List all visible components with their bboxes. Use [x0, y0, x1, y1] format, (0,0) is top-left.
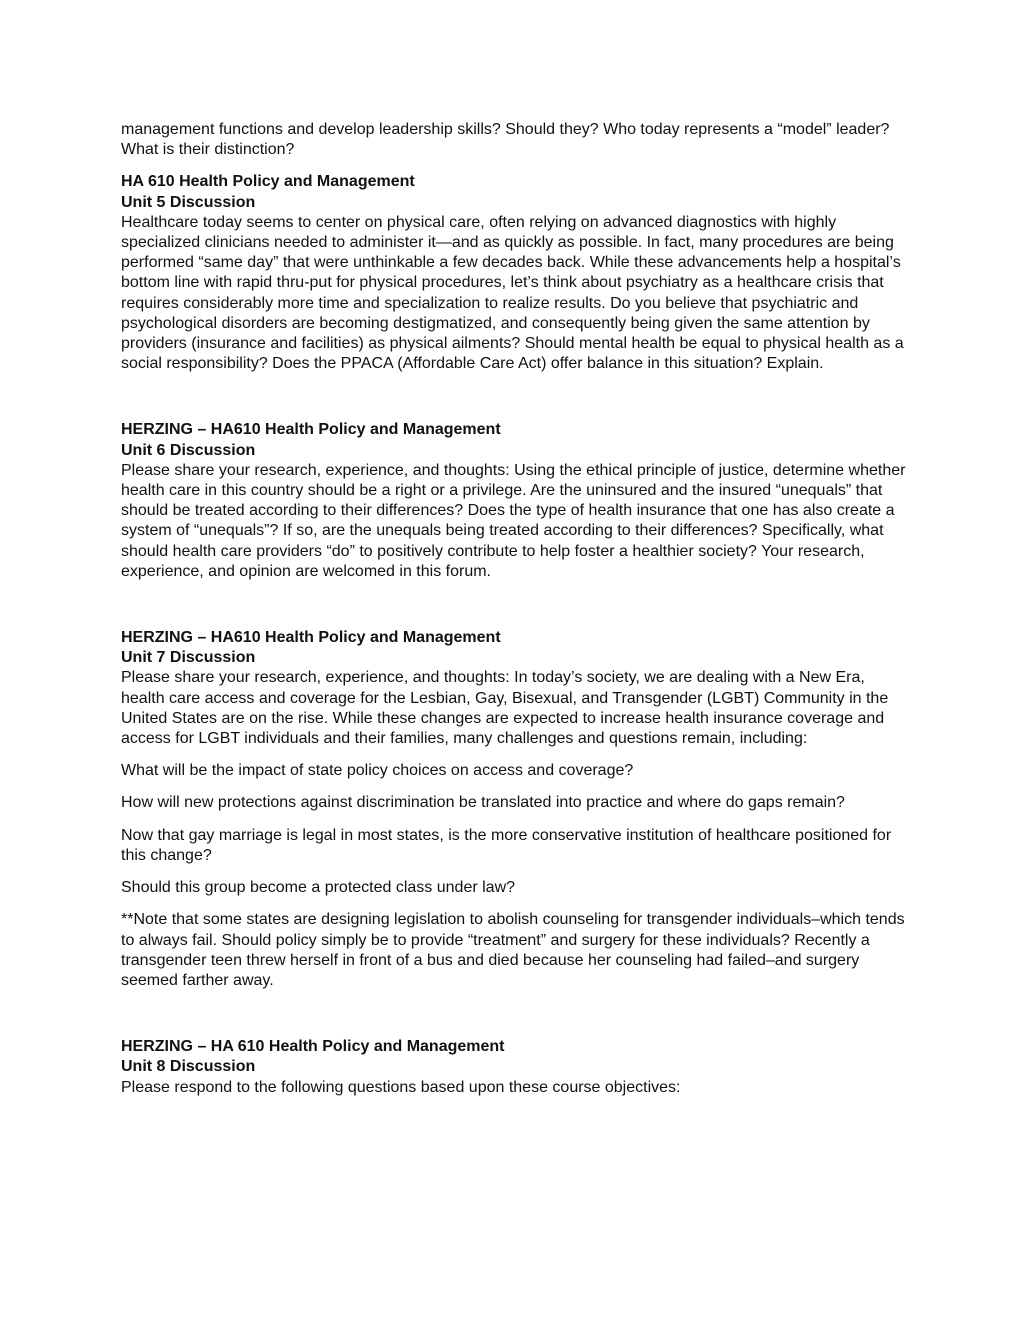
discussion-paragraph: Please respond to the following questions based upon these course objectives:	[121, 1078, 681, 1096]
document-page	[121, 120, 911, 1098]
question-paragraph: Should this group become a protected class under law?	[121, 879, 516, 897]
note-paragraph: **Note that some states are designing legislation to abolish counseling for transgender individuals–which tends to always fail. Should policy simply be to provide “treatment” and surgery for these individuals? Recently a transgender teen threw herself in front of a bus and died because her counseling had failed–and surgery seemed farther away.	[121, 911, 905, 989]
unit-6-section	[121, 420, 911, 582]
unit-7-section	[121, 628, 911, 991]
intro-paragraph: management functions and develop leadership skills? Should they? Who today represents a “model” leader? What is their distinction?	[121, 121, 890, 159]
unit-5-section	[121, 172, 911, 374]
discussion-paragraph: Healthcare today seems to center on physical care, often relying on advanced diagnostics with highly specialized clinicians needed to administer it—and as quickly as possible. In fact, many procedures are being performed “same day” that were unthinkable a few decades back. While these advancements help a hospital’s bottom line with rapid thru-put for physical procedures, let’s think about psychiatry as a healthcare crisis that requires considerably more time and specialization to realize results. Do you believe that psychiatric and psychological disorders are becoming destigmatized, and consequently being given the same attention by providers (insurance and facilities) as physical ailments? Should mental health be equal to physical health as a social responsibility? Does the PPACA (Affordable Care Act) offer balance in this situation? Explain.	[121, 213, 904, 373]
course-title: HERZING – HA610 Health Policy and Management	[121, 629, 501, 647]
unit-title: Unit 6 Discussion	[121, 441, 256, 459]
course-title: HERZING – HA610 Health Policy and Management	[121, 421, 501, 439]
unit-8-section	[121, 1037, 911, 1098]
question-paragraph: Now that gay marriage is legal in most states, is the more conservative institution of healthcare positioned for this change?	[121, 826, 892, 864]
unit-title: Unit 7 Discussion	[121, 649, 256, 667]
course-title: HA 610 Health Policy and Management	[121, 173, 415, 191]
question-paragraph: How will new protections against discrimination be translated into practice and where do gaps remain?	[121, 794, 845, 812]
question-paragraph: What will be the impact of state policy choices on access and coverage?	[121, 762, 634, 780]
unit-title: Unit 8 Discussion	[121, 1058, 256, 1076]
discussion-paragraph: Please share your research, experience, and thoughts: In today’s society, we are dealing with a New Era, health care access and coverage for the Lesbian, Gay, Bisexual, and Transgender (LGBT) Community in the United States are on the rise. While these changes are expected to increase health insurance coverage and access for LGBT individuals and their families, many challenges and questions remain, including:	[121, 669, 889, 748]
unit-title: Unit 5 Discussion	[121, 193, 256, 211]
discussion-paragraph: Please share your research, experience, and thoughts: Using the ethical principle of justice, determine whether health care in this country should be a right or a privilege. Are the uninsured and the insured “unequals” that should be treated according to their differences? Does the type of health insurance that one has also create a system of “unequals”? If so, are the unequals being treated according to their differences? Specifically, what should health care providers “do” to positively contribute to help foster a healthier society? Your research, experience, and opinion are welcomed in this forum.	[121, 461, 906, 580]
course-title: HERZING – HA 610 Health Policy and Management	[121, 1038, 505, 1056]
